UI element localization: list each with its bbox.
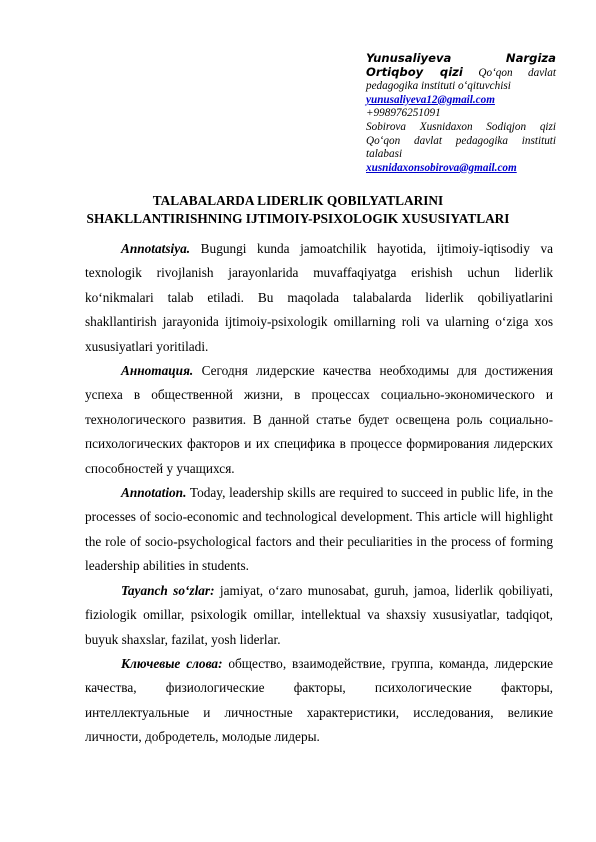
author1-affiliation: Qo‘qon davlat pedagogika instituti o‘qituvchisi bbox=[366, 66, 556, 93]
author1-name-line2: Ortiqboy qizi bbox=[366, 64, 463, 79]
title-line1: TALABALARDA LIDERLIK QOBILYATLARINI bbox=[152, 193, 444, 208]
abstract-ru-label: Аннотация. bbox=[121, 363, 194, 379]
author2-affiliation: Sobirova Xusnidaxon Sodiqjon qizi Qo‘qon davlat pedagogika instituti talabasi bbox=[366, 120, 556, 161]
abstract-uz-text: Bugungi kunda jamoatchilik hayotida, ijtimoiy-iqtisodiy va texnologik rivojlanish jarayonlarida muvaffaqiyatga erishish uchun liderlik ko‘nikmalari talab etiladi. Bu maqolada talabalarda liderlik qobiliyatlarini shakllantirish jarayonida ijtimoiy-psixologik omillarning roli va ularning o‘ziga xos xususiyatlari yoritiladi. bbox=[85, 241, 554, 354]
author1-name-line1: Yunusaliyeva Nargiza bbox=[366, 51, 556, 65]
abstract-en-label: Annotation. bbox=[121, 485, 187, 501]
keywords-uz-text: jamiyat, o‘zaro munosabat, guruh, jamoa, liderlik qobiliyati, fiziologik omillar, psixologik omillar, intellektual va shaxsiy xususiyatlar, tadqiqot, buyuk shaxslar, fazilat, yosh liderlar. bbox=[85, 582, 553, 647]
author1-phone: +998976251091 bbox=[366, 107, 441, 120]
abstract-ru-text: Сегодня лидерские качества необходимы для достижения успеха в общественной жизни, в процессах социально-экономического и технологического развития. В данной статье будет освещена роль социально-психологических факторов и их специфика в процессе формирования лидерских способностей у учащихся. bbox=[85, 363, 553, 476]
abstract-ru bbox=[85, 359, 553, 481]
abstract-uz bbox=[85, 237, 553, 359]
author-block bbox=[366, 52, 556, 175]
keywords-uz-label: Tayanch so‘zlar: bbox=[121, 582, 215, 598]
article-title bbox=[70, 192, 526, 228]
keywords-ru-label: Ключевые слова: bbox=[121, 655, 223, 671]
abstract-en-text: Today, leadership skills are required to succeed in public life, in the processes of socio-economic and technological development. This article will highlight the role of socio-psychological factors and their peculiarities in the process of forming leadership abilities in students. bbox=[85, 485, 553, 574]
keywords-uz bbox=[85, 579, 553, 652]
article-body bbox=[85, 237, 553, 750]
abstract-uz-label: Annotatsiya. bbox=[121, 241, 191, 256]
keywords-ru bbox=[85, 652, 553, 750]
title-line2: SHAKLLANTIRISHNING IJTIMOIY-PSIXOLOGIK XUSUSIYATLARI bbox=[86, 211, 510, 226]
author2-email-link[interactable]: xusnidaxonsobirova@gmail.com bbox=[366, 161, 517, 174]
author1-email-link[interactable]: yunusaliyeva12@gmail.com bbox=[366, 93, 495, 106]
abstract-en bbox=[85, 481, 553, 579]
keywords-ru-text: общество, взаимодействие, группа, команда, лидерские качества, физиологические факторы, психологические факторы, интеллектуальные и личностные характеристики, исследования, великие личности, добродетель, молодые лидеры. bbox=[85, 655, 553, 745]
